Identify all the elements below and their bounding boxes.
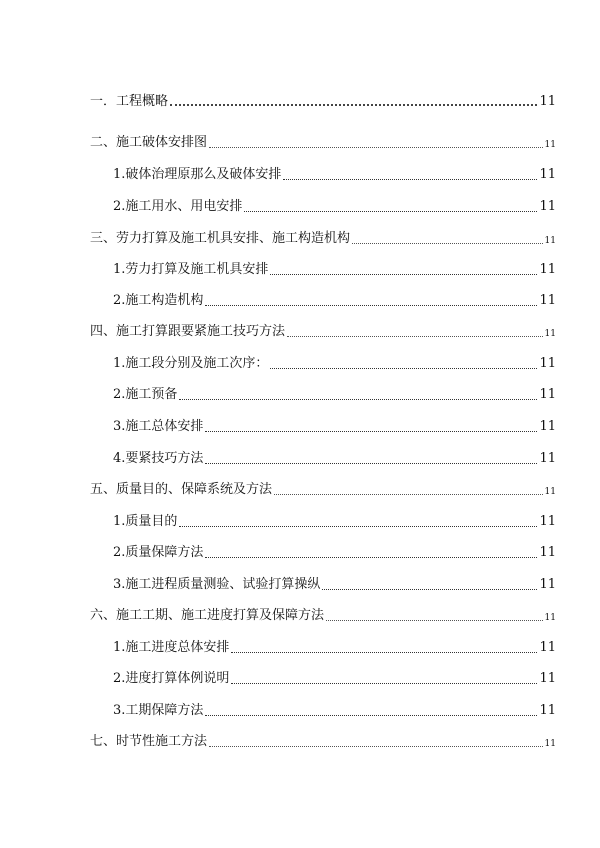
toc-entry-label: 2.施工构造机构 [113,293,204,308]
toc-leader [205,463,537,464]
toc-entry-label: 2.进度打算体例说明 [113,671,230,686]
toc-entry-label: 1.劳力打算及施工机具安排 [113,262,269,277]
toc-entry-label: 一．工程概略 [90,94,169,109]
toc-entry[interactable] [90,605,556,625]
toc-entry[interactable] [113,259,556,279]
toc-entry[interactable] [113,542,556,562]
toc-leader [231,683,537,684]
toc-entry[interactable] [90,321,556,341]
toc-page-number: 11 [539,356,556,371]
toc-entry[interactable] [113,574,556,594]
toc-leader [205,431,537,432]
toc-entry[interactable] [113,384,556,404]
toc-entry[interactable] [113,164,556,184]
toc-leader [209,147,543,148]
toc-entry[interactable] [113,637,556,657]
toc-page-number: 11 [539,419,556,434]
toc-page-number: 11 [539,671,556,686]
toc-leader [205,305,537,306]
toc-page-number: 11 [539,703,556,718]
toc-entry[interactable] [113,668,556,688]
toc-page-number: 11 [544,329,556,339]
toc-leader [283,179,537,180]
toc-entry-label: 三、劳力打算及施工机具安排、施工构造机构 [90,231,351,246]
toc-entry-label: 2.施工用水、用电安排 [113,199,243,214]
toc-leader [205,557,537,558]
toc-leader [179,526,537,527]
toc-page-number: 11 [539,293,556,308]
toc-page-number: 11 [544,739,556,749]
toc-leader [244,211,537,212]
toc-entry[interactable] [113,353,556,373]
toc-leader [270,368,537,369]
toc-leader [270,274,537,275]
toc-entry-label: 4.要紧技巧方法 [113,451,204,466]
toc-entry[interactable] [90,228,556,248]
toc-entry-label: 五、质量目的、保障系统及方法 [90,482,273,497]
toc-leader [322,589,537,590]
toc-entry-label: 六、施工工期、施工进度打算及保障方法 [90,608,325,623]
toc-entry-label: 3.施工进程质量测验、试验打算操纵 [113,577,321,592]
toc-entry[interactable] [90,91,556,111]
toc-entry[interactable] [113,290,556,310]
toc-page-number: 11 [539,94,556,109]
toc-entry-label: 2.施工预备 [113,387,178,402]
toc-page-number: 11 [544,140,556,150]
toc-page-number: 11 [544,236,556,246]
toc-page-number: 11 [539,387,556,402]
toc-page-number: 11 [539,545,556,560]
toc-entry-label: 二、施工破体安排图 [90,135,208,150]
toc-entry[interactable] [113,511,556,531]
toc-leader [170,104,537,106]
toc-leader [352,243,543,244]
toc-page-number: 11 [544,487,556,497]
toc-page-number: 11 [544,613,556,623]
toc-page-number: 11 [539,199,556,214]
toc-leader [231,652,537,653]
toc-entry-label: 七、时节性施工方法 [90,734,208,749]
toc-page-number: 11 [539,451,556,466]
toc-page-number: 11 [539,514,556,529]
toc-entry[interactable] [90,731,556,751]
toc-entry-label: 1.质量目的 [113,514,178,529]
toc-entry[interactable] [113,196,556,216]
toc-entry[interactable] [113,700,556,720]
toc-entry-label: 1.施工段分别及施工次序： [113,356,269,371]
toc-entry-label: 2.质量保障方法 [113,545,204,560]
toc-entry[interactable] [113,416,556,436]
toc-page-number: 11 [539,167,556,182]
toc-entry[interactable] [90,132,556,152]
toc-entry-label: 1.破体治理原那么及破体安排 [113,167,282,182]
toc-leader [274,494,543,495]
toc-entry-label: 3.施工总体安排 [113,419,204,434]
toc-entry-label: 1.施工进度总体安排 [113,640,230,655]
toc-leader [179,399,537,400]
toc-page-number: 11 [539,262,556,277]
toc-leader [326,620,543,621]
toc-entry-label: 四、施工打算跟要紧施工技巧方法 [90,324,286,339]
toc-page-number: 11 [539,577,556,592]
toc-page-number: 11 [539,640,556,655]
toc-entry-label: 3.工期保障方法 [113,703,204,718]
toc-leader [205,715,537,716]
toc-entry[interactable] [90,479,556,499]
toc-leader [209,746,543,747]
toc-entry[interactable] [113,448,556,468]
toc-leader [287,336,543,337]
